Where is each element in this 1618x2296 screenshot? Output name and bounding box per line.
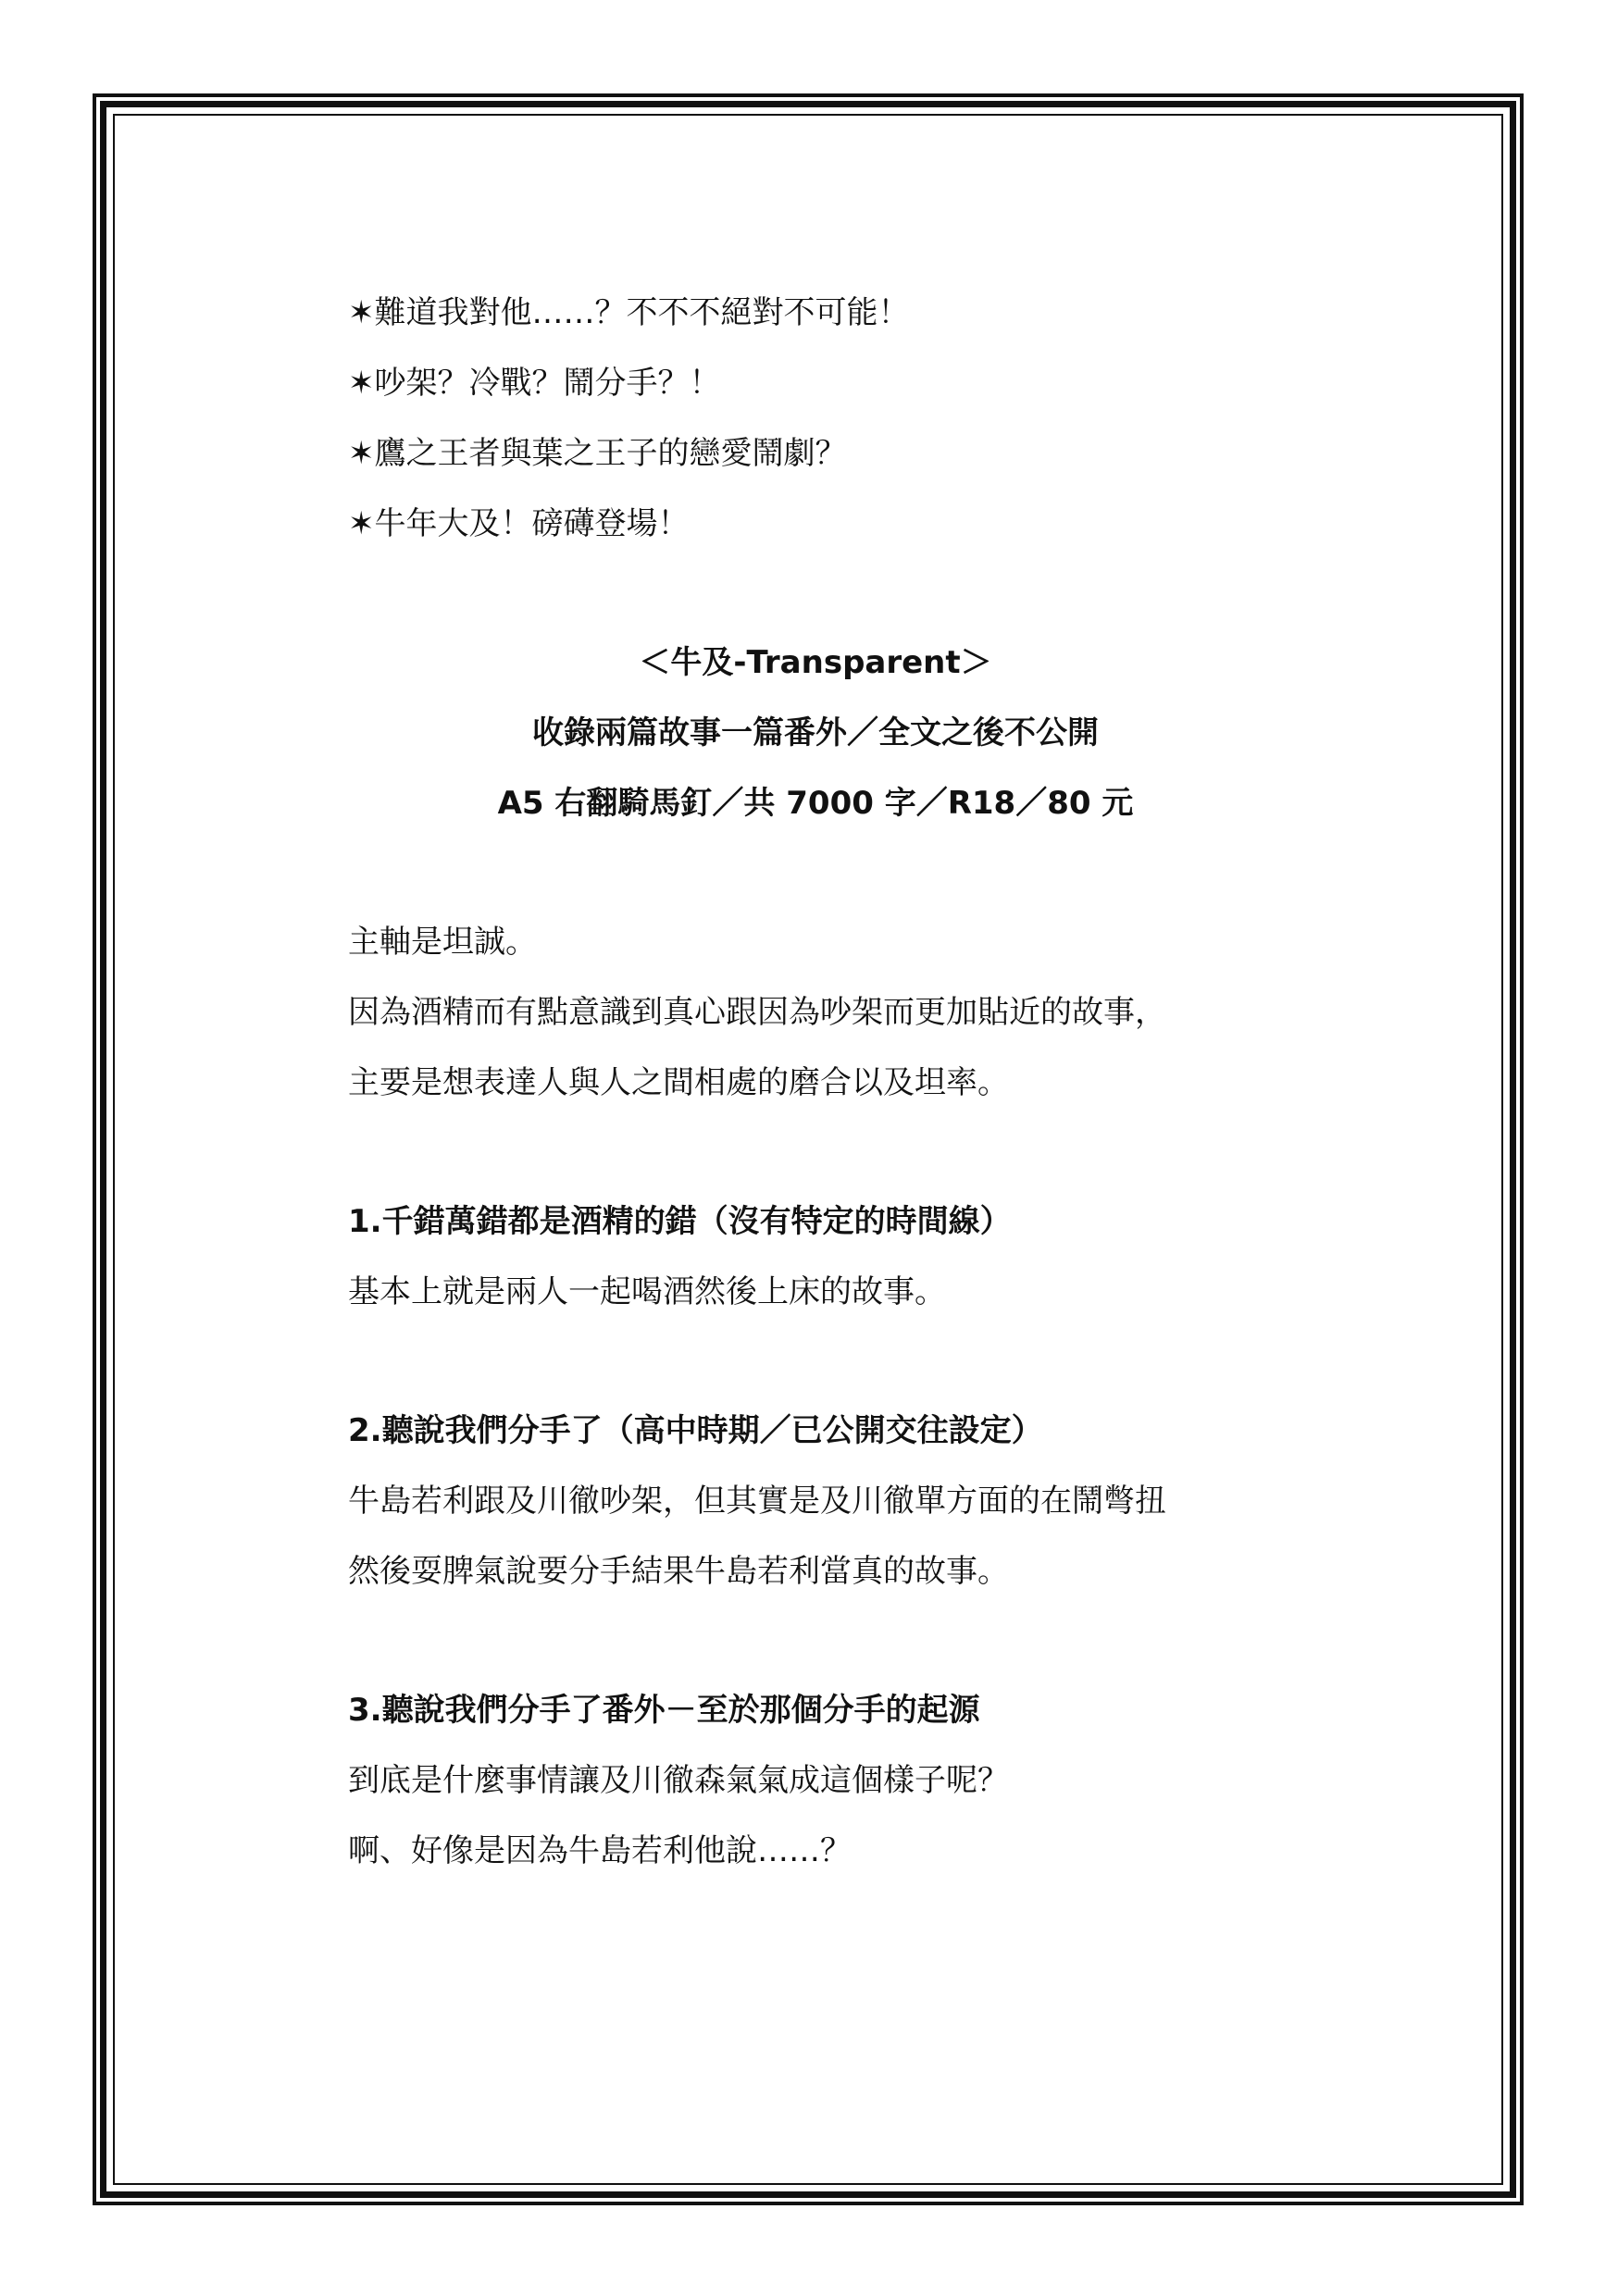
intro-line-2: 因為酒精而有點意識到真心跟因為吵架而更加貼近的故事，	[348, 994, 1166, 1031]
story-3-line-2: 啊、好像是因為牛島若利他說……？	[348, 1832, 852, 1869]
intro-line-1: 主軸是坦誠。	[348, 924, 537, 961]
story-1-line-1: 基本上就是兩人一起喝酒然後上床的故事。	[348, 1273, 946, 1310]
story-2-line-2: 然後耍脾氣說要分手結果牛島若利當真的故事。	[348, 1553, 1009, 1590]
highlight-line-1: ✶難道我對他……？不不不絕對不可能！	[348, 294, 910, 331]
book-specs: A5 右翻騎馬釘／共 7000 字／R18／80 元	[497, 785, 1134, 822]
highlight-line-3: ✶鷹之王者與葉之王子的戀愛鬧劇？	[348, 435, 847, 472]
book-contents: 收錄兩篇故事一篇番外／全文之後不公開	[532, 714, 1099, 751]
book-title: ＜牛及-Transparent＞	[639, 644, 992, 681]
story-1-heading: 1.千錯萬錯都是酒精的錯（沒有特定的時間線）	[348, 1203, 1012, 1240]
story-2-heading: 2.聽說我們分手了（高中時期／已公開交往設定）	[348, 1412, 1043, 1449]
highlight-line-2: ✶吵架？冷戰？鬧分手？！	[348, 365, 721, 402]
story-3-line-1: 到底是什麼事情讓及川徹森氣氣成這個樣子呢？	[348, 1762, 1009, 1799]
highlight-line-4: ✶牛年大及！磅礡登場！	[348, 505, 690, 542]
page-border-inner	[113, 114, 1503, 2185]
story-2-line-1: 牛島若利跟及川徹吵架，但其實是及川徹單方面的在鬧彆扭	[348, 1483, 1166, 1520]
intro-line-3: 主要是想表達人與人之間相處的磨合以及坦率。	[348, 1064, 1009, 1101]
story-3-heading: 3.聽說我們分手了番外－至於那個分手的起源	[348, 1692, 980, 1729]
